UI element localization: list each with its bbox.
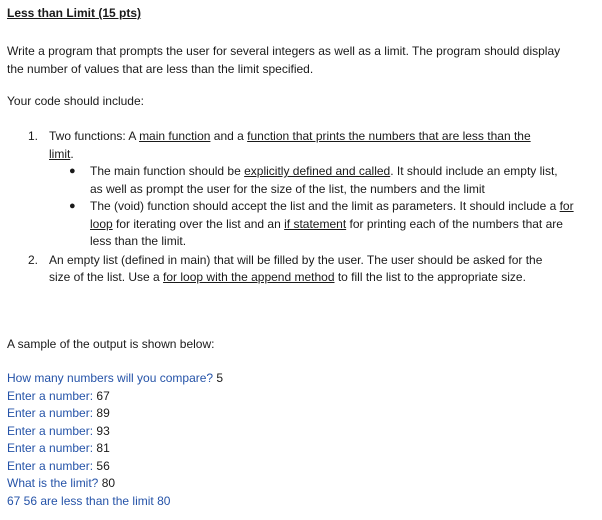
sub-requirement-text: [90, 163, 567, 198]
underlined-phrase: for loop: [90, 199, 574, 231]
text-run: .: [70, 146, 74, 161]
underlined-phrase: for loop with the append method: [163, 270, 335, 284]
output-prompt: Enter a number:: [7, 388, 97, 403]
sub-requirement-item: [49, 198, 597, 251]
sub-requirement-item: [49, 163, 597, 198]
output-response: 5: [216, 371, 224, 385]
output-line: [7, 370, 223, 388]
output-line: [7, 405, 223, 423]
output-response: 89: [96, 406, 110, 420]
output-response: 67: [96, 388, 110, 403]
requirement-number: 1.: [28, 129, 39, 143]
text-run: for printing each of the numbers that are less than the limit.: [90, 216, 563, 248]
requirement-number: 2.: [28, 252, 39, 267]
underlined-phrase: if statement: [284, 216, 347, 231]
underlined-phrase: function that prints the numbers that are less than the limit: [49, 129, 531, 161]
text-run: . It should include an empty list, as well as prompt the user for the size of the list, the numbers and the limit: [90, 164, 558, 196]
output-response: 93: [96, 423, 110, 438]
underlined-phrase: main function: [139, 129, 211, 143]
bullet-icon: ●: [69, 165, 76, 177]
intro-paragraph: Write a program that prompts the user for several integers as well as a limit. The program should display the number of values that are less than the limit specified.: [7, 44, 561, 76]
text-run: Two functions: A: [49, 129, 140, 143]
text-run: for iterating over the list and an: [112, 216, 285, 231]
output-prompt: Enter a number:: [7, 441, 97, 455]
output-prompt: 67 56 are less than the limit 80: [7, 493, 171, 508]
requirement-text: [49, 128, 597, 163]
requirement-item: [7, 252, 597, 287]
output-line: [7, 475, 223, 493]
sub-requirement-text: [90, 198, 587, 251]
underlined-phrase: explicitly defined and called: [244, 164, 391, 178]
sub-requirements-list: [49, 163, 597, 251]
output-prompt: Enter a number:: [7, 458, 97, 473]
sample-output: [7, 370, 223, 510]
output-prompt: Enter a number:: [7, 406, 97, 420]
text-run: and a: [210, 129, 248, 143]
requirement-text: [49, 252, 597, 287]
include-heading: Your code should include:: [7, 94, 144, 108]
assignment-title: Less than Limit (15 pts): [7, 6, 142, 20]
text-run: The main function should be: [90, 164, 245, 178]
text-run: The (void) function should accept the list and the limit as parameters. It should include a: [90, 199, 560, 213]
bullet-icon: ●: [69, 200, 76, 212]
output-prompt: How many numbers will you compare?: [7, 371, 217, 385]
text-run: to fill the list to the appropriate size.: [334, 270, 526, 284]
output-prompt: What is the limit?: [7, 476, 102, 490]
sample-heading: A sample of the output is shown below:: [7, 337, 215, 351]
requirement-item: [7, 128, 597, 251]
output-line: [7, 440, 223, 458]
text-run: An empty list (defined in main) that will be filled by the user. The user should be asked for the size of the list. Use a: [49, 252, 543, 284]
output-response: 81: [96, 441, 110, 455]
output-line: [7, 458, 223, 476]
output-line: [7, 423, 223, 441]
output-prompt: Enter a number:: [7, 423, 97, 438]
output-response: 56: [96, 458, 110, 473]
output-line: [7, 493, 223, 511]
output-response: 80: [101, 476, 116, 490]
requirements-list: [7, 128, 597, 287]
output-line: [7, 388, 223, 406]
